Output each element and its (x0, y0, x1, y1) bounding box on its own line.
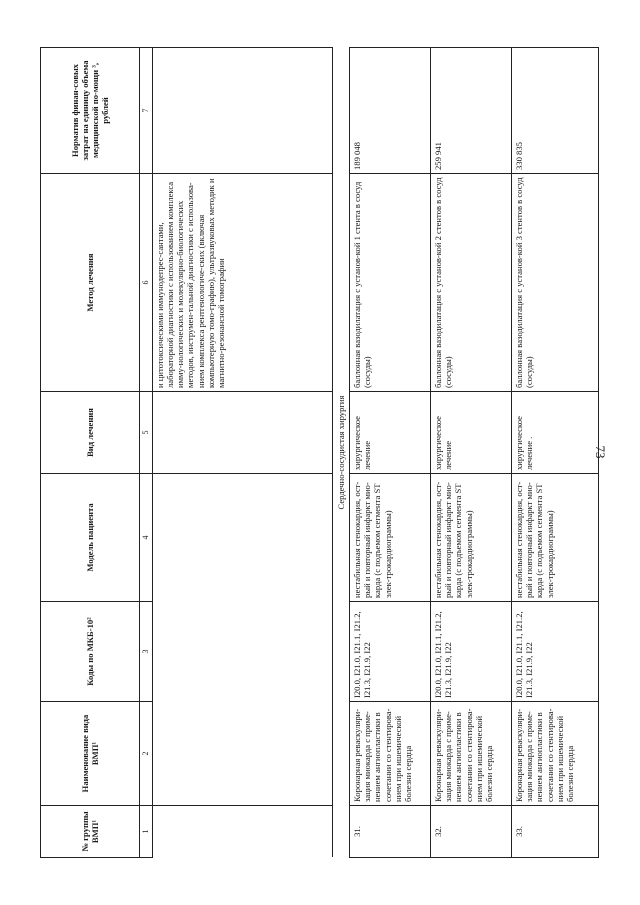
patient-model: нестабильная стенокардия, ост-рый и повторный инфаркт мио-карда (с подъемом сегмента ST элек-трокардиограммы) (431, 473, 512, 601)
header-treatment-method: Метод лечения (41, 173, 140, 391)
empty-cell (153, 601, 333, 701)
column-number: 7 (140, 47, 153, 173)
treatment-type: хирургическое лечение (431, 391, 512, 473)
column-number: 3 (140, 601, 153, 701)
treatment-method: баллонная вазодилатация с установ-кой 2 стентов в сосуд (сосуды) (431, 173, 512, 391)
treatment-type: хирургическое лечение . (512, 391, 599, 473)
header-vmp-name: Наименование вида ВМП¹ (41, 701, 140, 805)
section-title: Сердечно-сосудистая хирургия (333, 47, 350, 857)
cost-standard: 259 941 (431, 47, 512, 173)
treatment-method: баллонная вазодилатация с установ-кой 1 стента в сосуд (сосуды) (350, 173, 431, 391)
column-number: 1 (140, 805, 153, 857)
column-number: 6 (140, 173, 153, 391)
header-group-number: № группы ВМП¹ (41, 805, 140, 857)
empty-cell (153, 805, 333, 857)
icd-codes: I20.0, I21.0, I21.1, I21.2, I21.3, I21.9, I22 (350, 601, 431, 701)
group-number: 32. (431, 805, 512, 857)
treatment-type: хирургическое лечение (350, 391, 431, 473)
header-patient-model: Модель пациента (41, 473, 140, 601)
header-icd-codes: Коды по МКБ-10² (41, 601, 140, 701)
vmp-name: Коронарная реваскуляри-зация миокарда с приме-нением ангиопластики в сочетании со стентирова-нием при ишемической болезни сердца (431, 701, 512, 805)
cost-standard: 330 835 (512, 47, 599, 173)
header-row (41, 47, 140, 857)
empty-cell (153, 701, 333, 805)
vmp-name: Коронарная реваскуляри-зация миокарда с приме-нением ангиопластики в сочетании со стентирова-нием при ишемической болезни сердца (512, 701, 599, 805)
header-cost-standard: Норматив финан-совых затрат на единицу объема медицинской по-мощи ³, рублей (41, 47, 140, 173)
vmp-table (40, 47, 599, 858)
treatment-method: баллонная вазодилатация с установ-кой 3 стентов в сосуд (сосуды) (512, 173, 599, 391)
group-number: 33. (512, 805, 599, 857)
column-number: 2 (140, 701, 153, 805)
cost-standard: 189 048 (350, 47, 431, 173)
table-row (350, 47, 431, 857)
table-row (512, 47, 599, 857)
empty-cell (153, 391, 333, 473)
section-row (333, 47, 350, 857)
rotated-page-content (40, 48, 600, 858)
continuation-row (153, 47, 333, 857)
group-number: 31. (350, 805, 431, 857)
icd-codes: I20.0, I21.0, I21.1, I21.2, I21.3, I21.9, I22 (431, 601, 512, 701)
patient-model: нестабильная стенокардия, ост-рый и повторный инфаркт мио-карда (с подъемом сегмента ST элек-трокардиограммы) (512, 473, 599, 601)
empty-cell (153, 473, 333, 601)
page-number: 73 (593, 445, 608, 459)
column-number: 5 (140, 391, 153, 473)
icd-codes: I20.0, I21.0, I21.1, I21.2, I21.3, I21.9, I22 (512, 601, 599, 701)
column-number: 4 (140, 473, 153, 601)
vmp-name: Коронарная реваскуляри-зация миокарда с приме-нением ангиопластики в сочетании со стентирова-нием при ишемической болезни сердца (350, 701, 431, 805)
header-treatment-type: Вид лечения (41, 391, 140, 473)
column-number-row (140, 47, 153, 857)
empty-cell (153, 47, 333, 173)
table-row (431, 47, 512, 857)
patient-model: нестабильная стенокардия, ост-рый и повторный инфаркт мио-карда (с подъемом сегмента ST элек-трокардиограммы) (350, 473, 431, 601)
continuation-method-text: и цитотоксическими иммунодепрес-сантами, лабораторной диагностики с использованием комплекса имму-нологических и молекулярно-биологических методов, инструмен-тальной диагностики с использова-нием комплекса рентгенологиче-ских (включая компьютерную томо-графию), ультразвуковых методик и магнитно-резонансной томографии (153, 173, 333, 391)
